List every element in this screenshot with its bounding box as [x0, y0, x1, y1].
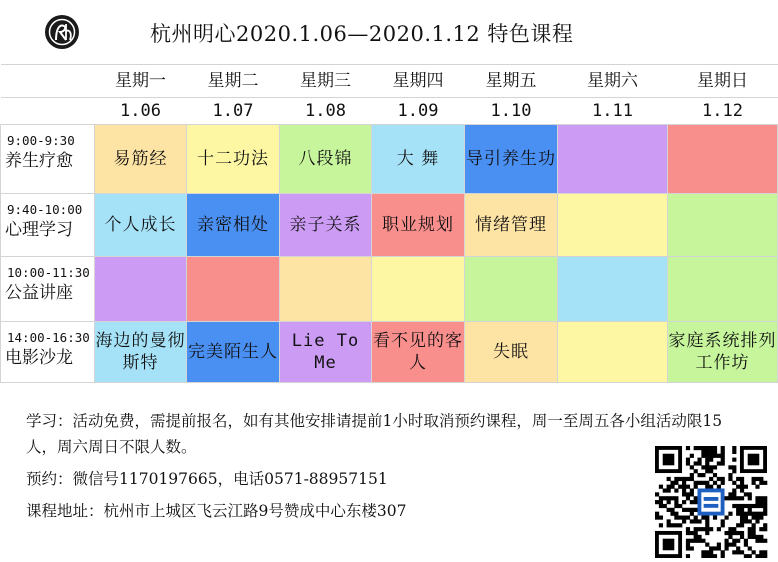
course-cell: [280, 257, 372, 322]
study-note: 学习：活动免费，需提前报名，如有其他安排请提前1小时取消预约课程，周一至周五各小组活动限15人，周六周日不限人数。: [26, 412, 723, 456]
booking-note: 预约：微信号1170197665，电话0571-88957151: [26, 470, 388, 488]
qr-code-icon: [655, 446, 771, 558]
course-cell: 家庭系统排列工作坊: [668, 322, 778, 383]
day-date: 1.11: [558, 98, 668, 125]
row-header: [1, 322, 95, 383]
course-cell: 大 舞: [372, 125, 465, 194]
schedule-grid: [0, 64, 778, 383]
course-cell: [558, 322, 668, 383]
category-label: 电影沙龙: [5, 348, 73, 368]
course-cell: [187, 257, 280, 322]
schedule-row: [1, 194, 778, 257]
course-cell: 个人成长: [95, 194, 187, 257]
course-cell: [465, 257, 558, 322]
schedule-body: [1, 125, 778, 383]
day-header-row: [1, 65, 778, 98]
day-name: 星期二: [187, 65, 280, 98]
course-cell: [668, 125, 778, 194]
day-date: 1.07: [187, 98, 280, 125]
row-header: [1, 257, 95, 322]
day-date: 1.10: [465, 98, 558, 125]
day-date: 1.08: [280, 98, 372, 125]
course-cell: 八段锦: [280, 125, 372, 194]
day-name: 星期四: [372, 65, 465, 98]
course-cell: 完美陌生人: [187, 322, 280, 383]
schedule-table: [0, 64, 778, 383]
category-label: 养生疗愈: [5, 151, 73, 171]
category-label: 心理学习: [5, 220, 73, 240]
schedule-row: [1, 125, 778, 194]
course-cell: 海边的曼彻斯特: [95, 322, 187, 383]
day-name: 星期日: [668, 65, 778, 98]
day-name: 星期三: [280, 65, 372, 98]
time-slot: 10:00-11:30: [7, 265, 90, 280]
course-cell: Lie To Me: [280, 322, 372, 383]
course-cell: [558, 125, 668, 194]
course-cell: 失眠: [465, 322, 558, 383]
category-label: 公益讲座: [5, 283, 73, 303]
course-cell: 职业规划: [372, 194, 465, 257]
corner-cell: [1, 98, 95, 125]
day-date: 1.12: [668, 98, 778, 125]
course-cell: 导引养生功: [465, 125, 558, 194]
course-cell: [372, 257, 465, 322]
course-cell: [558, 257, 668, 322]
course-cell: [95, 257, 187, 322]
course-cell: 易筋经: [95, 125, 187, 194]
day-date: 1.06: [95, 98, 187, 125]
day-name: 星期一: [95, 65, 187, 98]
day-name: 星期五: [465, 65, 558, 98]
time-slot: 14:00-16:30: [7, 330, 90, 345]
course-cell: 十二功法: [187, 125, 280, 194]
schedule-row: [1, 257, 778, 322]
course-cell: [668, 257, 778, 322]
course-cell: 亲密相处: [187, 194, 280, 257]
course-cell: 看不见的客人: [372, 322, 465, 383]
logo-icon: [44, 14, 80, 50]
address-note: 课程地址：杭州市上城区飞云江路9号赞成中心东楼307: [26, 502, 407, 520]
course-cell: [558, 194, 668, 257]
course-cell: [668, 194, 778, 257]
date-header-row: [1, 98, 778, 125]
course-cell: 情绪管理: [465, 194, 558, 257]
schedule-row: [1, 322, 778, 383]
page-title: 杭州明心2020.1.06—2020.1.12 特色课程: [150, 22, 574, 46]
row-header: [1, 194, 95, 257]
day-date: 1.09: [372, 98, 465, 125]
row-header: [1, 125, 95, 194]
course-cell: 亲子关系: [280, 194, 372, 257]
day-name: 星期六: [558, 65, 668, 98]
corner-cell: [1, 65, 95, 98]
time-slot: 9:00-9:30: [7, 133, 75, 148]
time-slot: 9:40-10:00: [7, 202, 83, 217]
header: [0, 0, 778, 64]
